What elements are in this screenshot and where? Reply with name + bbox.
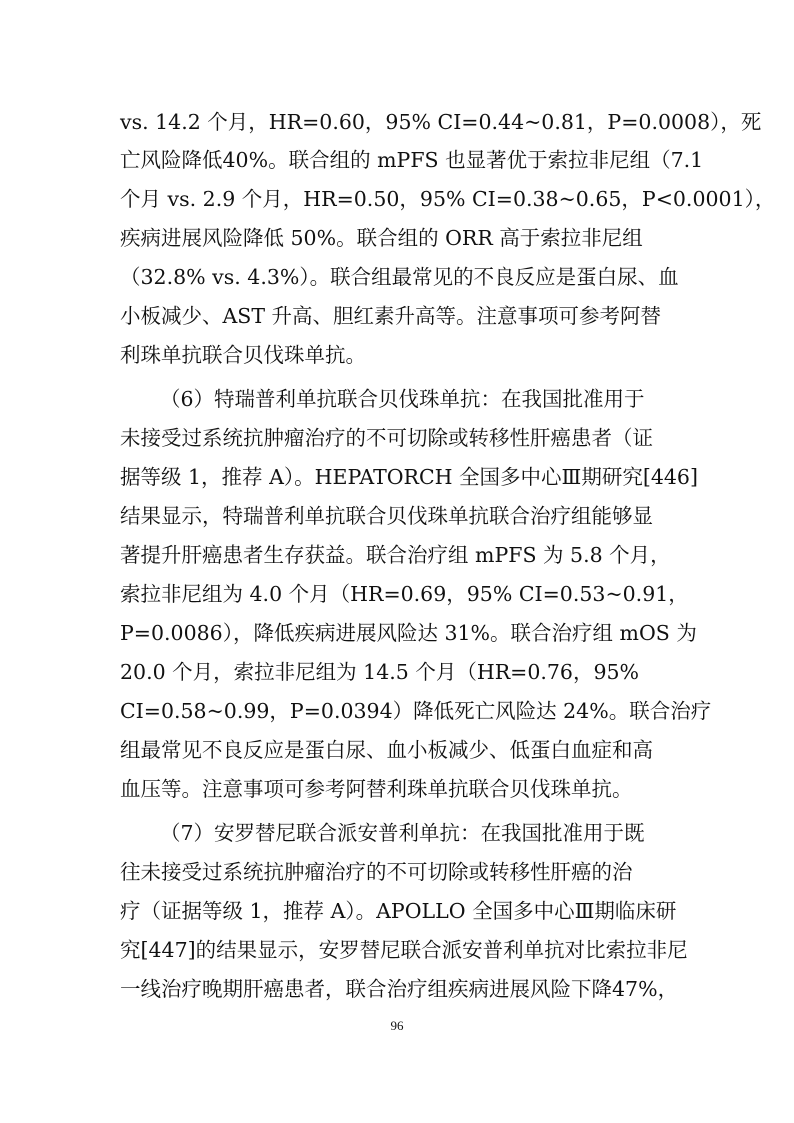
text-line: 著提升肝癌患者生存获益。联合治疗组 mPFS 为 5.8 个月， bbox=[120, 543, 671, 567]
text-line: vs. 14.2 个月，HR=0.60，95% CI=0.44~0.81，P=0.0008），死 bbox=[120, 110, 762, 134]
text-line: 索拉非尼组为 4.0 个月（HR=0.69，95% CI=0.53~0.91， bbox=[120, 582, 689, 606]
text-line: 利珠单抗联合贝伐珠单抗。 bbox=[120, 343, 366, 367]
text-line: P=0.0086），降低疾病进展风险达 31%。联合治疗组 mOS 为 bbox=[120, 621, 697, 645]
text-line: 亡风险降低40%。联合组的 mPFS 也显著优于索拉非尼组（7.1 bbox=[120, 148, 704, 172]
text-line: 结果显示，特瑞普利单抗联合贝伐珠单抗联合治疗组能够显 bbox=[120, 504, 653, 528]
text-line: 小板减少、AST 升高、胆红素升高等。注意事项可参考阿替 bbox=[120, 304, 662, 328]
text-line: （32.8% vs. 4.3%）。联合组最常见的不良反应是蛋白尿、血 bbox=[120, 265, 679, 289]
page-number: 96 bbox=[390, 1018, 404, 1033]
text-line: CI=0.58~0.99，P=0.0394）降低死亡风险达 24%。联合治疗 bbox=[120, 699, 712, 723]
paragraph-6-first-line: （6）特瑞普利单抗联合贝伐珠单抗：在我国批准用于 bbox=[160, 387, 645, 411]
text-line: 个月 vs. 2.9 个月，HR=0.50，95% CI=0.38~0.65，P<0.0001）， bbox=[120, 187, 776, 211]
text-line: 未接受过系统抗肿瘤治疗的不可切除或转移性肝癌患者（证 bbox=[120, 426, 653, 450]
text-line: 究[447]的结果显示，安罗替尼联合派安普利单抗对比索拉非尼 bbox=[120, 938, 688, 962]
text-line: 20.0 个月，索拉非尼组为 14.5 个月（HR=0.76，95% bbox=[120, 660, 640, 684]
text-line: 疾病进展风险降低 50%。联合组的 ORR 高于索拉非尼组 bbox=[120, 226, 643, 250]
text-line: 疗（证据等级 1，推荐 A）。APOLLO 全国多中心Ⅲ期临床研 bbox=[120, 899, 677, 923]
text-line: 血压等。注意事项可参考阿替利珠单抗联合贝伐珠单抗。 bbox=[120, 777, 633, 801]
text-line: 据等级 1，推荐 A）。HEPATORCH 全国多中心Ⅲ期研究[446] bbox=[120, 465, 698, 489]
text-line: 往未接受过系统抗肿瘤治疗的不可切除或转移性肝癌的治 bbox=[120, 860, 633, 884]
paragraph-7-first-line: （7）安罗替尼联合派安普利单抗：在我国批准用于既 bbox=[160, 821, 645, 845]
text-line: 一线治疗晚期肝癌患者，联合治疗组疾病进展风险下降47%， bbox=[120, 977, 679, 1001]
text-line: 组最常见不良反应是蛋白尿、血小板减少、低蛋白血症和高 bbox=[120, 738, 653, 762]
